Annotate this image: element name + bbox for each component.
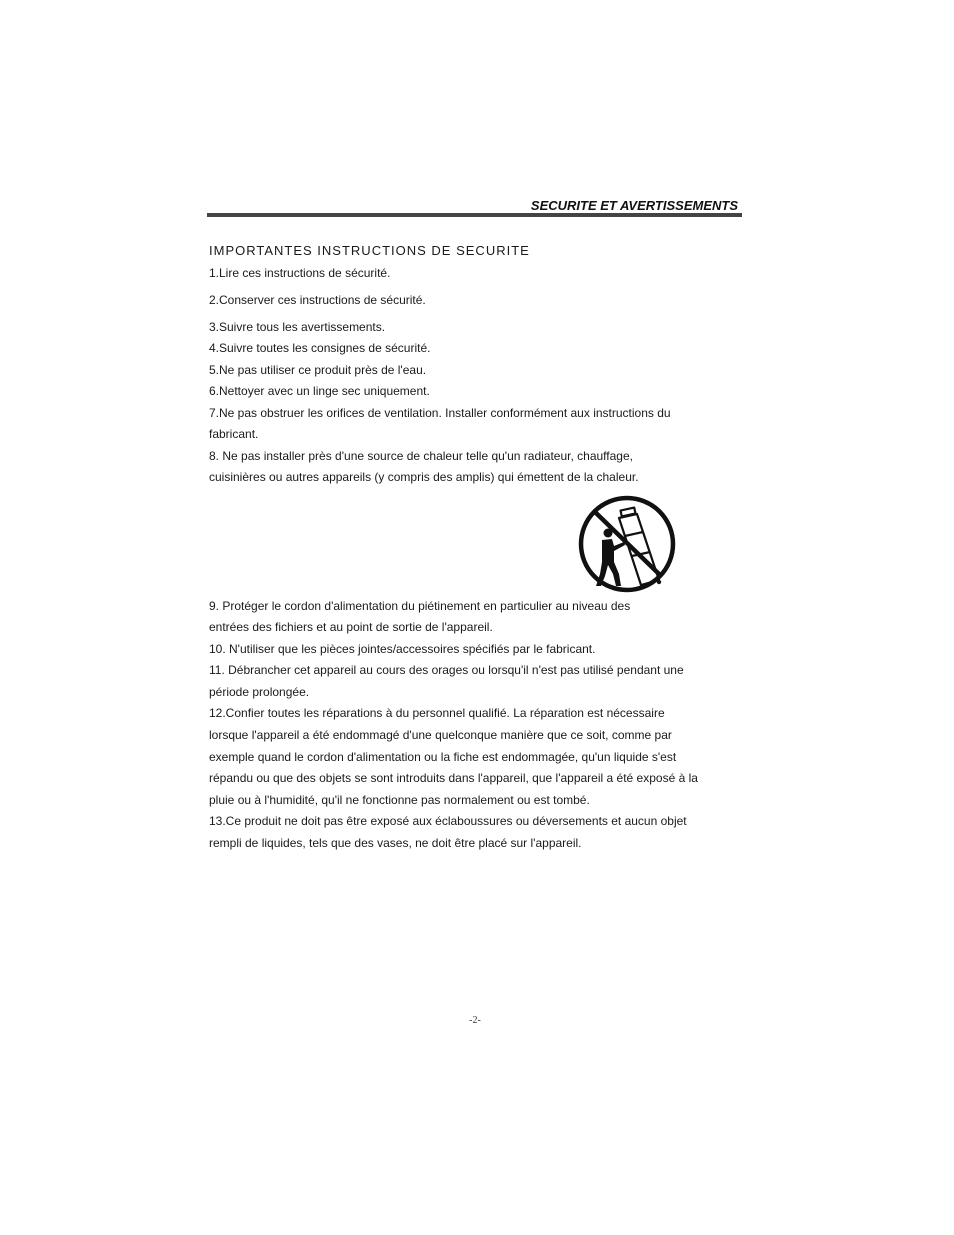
instruction-line: 6.Nettoyer avec un linge sec uniquement. xyxy=(209,384,430,398)
instruction-line: lorsque l'appareil a été endommagé d'une quelconque manière que ce soit, comme par xyxy=(209,728,672,742)
instruction-line: rempli de liquides, tels que des vases, ne doit être placé sur l'appareil. xyxy=(209,836,582,850)
instruction-line: période prolongée. xyxy=(209,685,310,699)
instruction-line: 1.Lire ces instructions de sécurité. xyxy=(209,266,391,280)
header-rule xyxy=(207,213,742,217)
instructions-title: IMPORTANTES INSTRUCTIONS DE SECURITE xyxy=(209,243,530,258)
instruction-line: 11. Débrancher cet appareil au cours des orages ou lorsqu'il n'est pas utilisé pendant une xyxy=(209,663,684,677)
instruction-line: 2.Conserver ces instructions de sécurité. xyxy=(209,293,426,307)
instruction-line: 5.Ne pas utiliser ce produit près de l'eau. xyxy=(209,363,427,377)
instruction-line: 12.Confier toutes les réparations à du personnel qualifié. La réparation est nécessaire xyxy=(209,706,665,720)
instruction-line: pluie ou à l'humidité, qu'il ne fonctionne pas normalement ou est tombé. xyxy=(209,793,590,807)
section-title: SECURITE ET AVERTISSEMENTS xyxy=(530,198,738,213)
instruction-line: 10. N'utiliser que les pièces jointes/accessoires spécifiés par le fabricant. xyxy=(209,642,596,656)
instruction-line: 7.Ne pas obstruer les orifices de ventilation. Installer conformément aux instructions du xyxy=(209,406,671,420)
instruction-line: 4.Suivre toutes les consignes de sécurité. xyxy=(209,341,431,355)
instruction-line: 9. Protéger le cordon d'alimentation du piétinement en particulier au niveau des xyxy=(209,599,631,613)
instruction-line: 13.Ce produit ne doit pas être exposé aux éclaboussures ou déversements et aucun objet xyxy=(209,814,687,828)
instruction-line: exemple quand le cordon d'alimentation ou la fiche est endommagée, qu'un liquide s'est xyxy=(209,750,677,764)
instruction-line: 8. Ne pas installer près d'une source de chaleur telle qu'un radiateur, chauffage, xyxy=(209,449,633,463)
instruction-line: répandu ou que des objets se sont introduits dans l'appareil, que l'appareil a été exposé à la xyxy=(209,771,698,785)
cart-tip-over-warning-icon xyxy=(577,494,677,594)
instruction-line: 3.Suivre tous les avertissements. xyxy=(209,320,386,334)
instruction-line: entrées des fichiers et au point de sortie de l'appareil. xyxy=(209,620,493,634)
instruction-line: cuisinières ou autres appareils (y compris des amplis) qui émettent de la chaleur. xyxy=(209,470,639,484)
page-number: -2- xyxy=(469,1015,481,1026)
instruction-line: fabricant. xyxy=(209,427,259,441)
